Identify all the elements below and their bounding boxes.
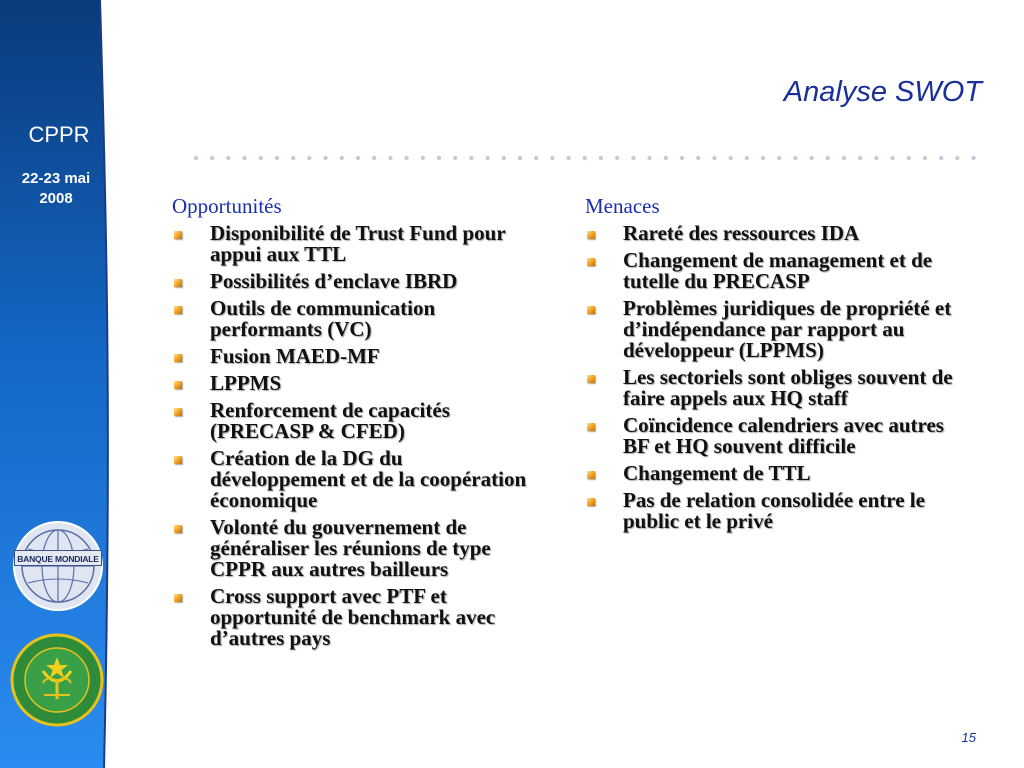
separator-dot	[939, 156, 943, 160]
bullet-icon	[174, 525, 182, 533]
list-item	[172, 346, 532, 367]
separator-dot	[421, 156, 425, 160]
separator-dot	[550, 156, 554, 160]
separator-dot	[631, 156, 635, 160]
list-item-text: Problèmes juridiques de propriété et d’indépendance par rapport au développeur (LPPMS)	[623, 296, 952, 362]
separator-dot	[923, 156, 927, 160]
separator-dot	[793, 156, 797, 160]
bullet-icon	[587, 258, 595, 266]
bullet-icon	[174, 279, 182, 287]
list-item-text: Outils de communication performants (VC)	[210, 296, 436, 341]
list-item	[172, 373, 532, 394]
separator-dot	[404, 156, 408, 160]
bullet-icon	[587, 231, 595, 239]
sidebar-title: CPPR	[28, 122, 90, 147]
list-item-text: Les sectoriels sont obliges souvent de faire appels aux HQ staff	[623, 365, 953, 410]
separator-dot	[210, 156, 214, 160]
list-item	[585, 463, 965, 484]
separator-dot	[259, 156, 263, 160]
separator-dot	[664, 156, 668, 160]
list-item-text: Coïncidence calendriers avec autres BF et HQ souvent difficile	[623, 413, 944, 458]
mauritania-emblem	[10, 633, 104, 727]
list-item	[585, 223, 965, 244]
separator-dot	[323, 156, 327, 160]
separator-dot	[356, 156, 360, 160]
separator-dot	[275, 156, 279, 160]
separator-dot	[372, 156, 376, 160]
separator-dot	[437, 156, 441, 160]
list-item-text: Volonté du gouvernement de généraliser les réunions de type CPPR aux autres bailleurs	[210, 515, 491, 581]
separator-dot	[745, 156, 749, 160]
list-item	[172, 448, 532, 511]
separator-dot	[890, 156, 894, 160]
sidebar-date-line1: 22-23 mai	[21, 170, 91, 187]
bullet-icon	[174, 456, 182, 464]
separator-dot	[599, 156, 603, 160]
separator-dot	[307, 156, 311, 160]
list-item	[172, 586, 532, 649]
bullet-icon	[587, 306, 595, 314]
separator-dot	[971, 156, 975, 160]
separator-dot	[680, 156, 684, 160]
list-item	[172, 223, 532, 265]
bullet-icon	[174, 231, 182, 239]
separator-dot	[809, 156, 813, 160]
separator-dot	[340, 156, 344, 160]
separator-dot	[761, 156, 765, 160]
list-item-text: LPPMS	[210, 371, 282, 395]
list-item	[585, 415, 965, 457]
list-item-text: Création de la DG du développement et de la coopération économique	[210, 446, 527, 512]
sidebar-date	[4, 169, 108, 209]
list-item-text: Renforcement de capacités (PRECASP & CFED)	[210, 398, 450, 443]
bullet-icon	[174, 306, 182, 314]
list-item	[585, 298, 965, 361]
list-item-text: Changement de TTL	[623, 461, 811, 485]
separator-dot	[858, 156, 862, 160]
bullet-icon	[174, 354, 182, 362]
separator-dot	[469, 156, 473, 160]
separator-dot	[566, 156, 570, 160]
list-item	[585, 490, 965, 532]
separator-dot	[226, 156, 230, 160]
bullet-icon	[587, 423, 595, 431]
separator-dot	[647, 156, 651, 160]
separator-dot	[777, 156, 781, 160]
threats-heading: Menaces	[585, 194, 660, 218]
slide-title: Analyse SWOT	[783, 76, 982, 108]
world-bank-label: BANQUE MONDIALE	[14, 550, 102, 566]
threats-list	[585, 223, 965, 532]
separator-dot	[453, 156, 457, 160]
sidebar-date-line2: 2008	[39, 190, 73, 207]
separator-dot	[712, 156, 716, 160]
list-item-text: Possibilités d’enclave IBRD	[210, 269, 458, 293]
list-item-text: Fusion MAED-MF	[210, 344, 380, 368]
list-item-text: Cross support avec PTF et opportunité de benchmark avec d’autres pays	[210, 584, 496, 650]
page-number: 15	[961, 730, 976, 745]
separator-dot	[907, 156, 911, 160]
bullet-icon	[587, 498, 595, 506]
list-item	[172, 298, 532, 340]
separator-dot	[615, 156, 619, 160]
bullet-icon	[174, 594, 182, 602]
opportunities-list	[172, 223, 532, 649]
list-item	[172, 400, 532, 442]
list-item	[585, 250, 965, 292]
separator-dot	[534, 156, 538, 160]
separator-dot	[583, 156, 587, 160]
separator-dot	[194, 156, 198, 160]
threats-column	[585, 193, 965, 538]
bullet-icon	[587, 375, 595, 383]
list-item-text: Changement de management et de tutelle du PRECASP	[623, 248, 933, 293]
separator-dot	[696, 156, 700, 160]
list-item-text: Rareté des ressources IDA	[623, 221, 860, 245]
separator-dot	[388, 156, 392, 160]
bullet-icon	[587, 471, 595, 479]
list-item-text: Disponibilité de Trust Fund pour appui aux TTL	[210, 221, 506, 266]
separator-dot	[502, 156, 506, 160]
opportunities-column	[172, 193, 532, 655]
list-item	[585, 367, 965, 409]
bullet-icon	[174, 381, 182, 389]
separator-dot	[242, 156, 246, 160]
separator-dot	[955, 156, 959, 160]
separator-dot	[842, 156, 846, 160]
separator-dot	[485, 156, 489, 160]
separator-dot	[291, 156, 295, 160]
separator-dot	[874, 156, 878, 160]
separator-dot	[826, 156, 830, 160]
opportunities-heading: Opportunités	[172, 194, 282, 218]
list-item	[172, 517, 532, 580]
dotted-separator	[190, 152, 990, 164]
list-item-text: Pas de relation consolidée entre le public et le privé	[623, 488, 925, 533]
separator-dot	[728, 156, 732, 160]
list-item	[172, 271, 532, 292]
separator-dot	[518, 156, 522, 160]
bullet-icon	[174, 408, 182, 416]
